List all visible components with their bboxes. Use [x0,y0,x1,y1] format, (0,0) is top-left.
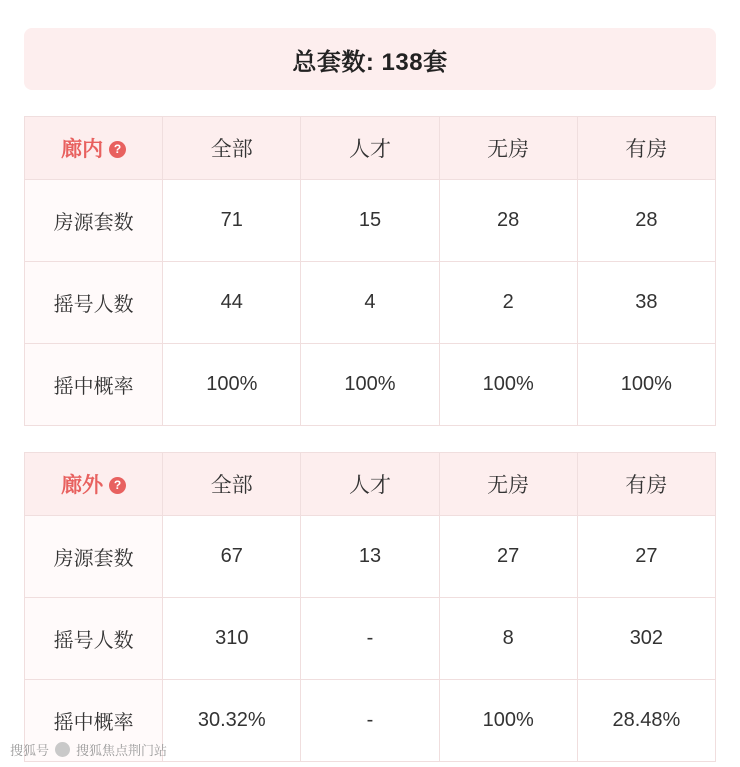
platform-label: 搜狐号 [10,743,50,758]
help-icon[interactable]: ? [109,477,126,494]
table-row [25,516,716,598]
corner-label: 廊内 [61,138,104,161]
cell-value-probability: 100% [163,344,301,426]
site-name-label: 搜狐焦点荆门站 [76,743,168,758]
cell-value: 44 [163,262,301,344]
row-header-applicants: 摇号人数 [25,598,163,680]
row-header-units: 房源套数 [25,516,163,598]
table-row [25,344,716,426]
table-body-outside [25,516,716,762]
table-row [25,262,716,344]
cell-value-probability: 100% [577,344,715,426]
cell-value: 13 [301,516,439,598]
table-body-inside [25,180,716,426]
cell-value: 27 [577,516,715,598]
cell-value: 28 [577,180,715,262]
table-header-inside [25,117,716,180]
table-row [25,117,716,180]
table-corner-inside [25,117,163,180]
cell-value-probability: 100% [301,344,439,426]
row-header-probability: 摇中概率 [25,680,163,762]
column-header-hashouse: 有房 [577,117,715,180]
cell-value: - [301,598,439,680]
cell-value-probability: 28.48% [577,680,715,762]
cell-value: 27 [439,516,577,598]
column-header-hashouse: 有房 [577,453,715,516]
cell-value: 302 [577,598,715,680]
cell-value: 67 [163,516,301,598]
table-corner-outside [25,453,163,516]
stats-table-inside [24,116,716,426]
column-header-all: 全部 [163,117,301,180]
cell-value-probability: 30.32% [163,680,301,762]
cell-value: 28 [439,180,577,262]
total-banner [24,28,716,90]
cell-value-probability: 100% [439,680,577,762]
table-row [25,180,716,262]
cell-value: 8 [439,598,577,680]
help-icon[interactable]: ? [109,141,126,158]
row-header-probability: 摇中概率 [25,344,163,426]
table-row [25,453,716,516]
stats-table-outside [24,452,716,762]
cell-value-probability: - [301,680,439,762]
column-header-nohouse: 无房 [439,117,577,180]
cell-value: 15 [301,180,439,262]
column-header-talent: 人才 [301,453,439,516]
cell-value: 310 [163,598,301,680]
column-header-all: 全部 [163,453,301,516]
avatar [55,742,70,757]
table-row [25,598,716,680]
column-header-nohouse: 无房 [439,453,577,516]
cell-value: 38 [577,262,715,344]
cell-value: 71 [163,180,301,262]
row-header-units: 房源套数 [25,180,163,262]
column-header-talent: 人才 [301,117,439,180]
cell-value-probability: 100% [439,344,577,426]
total-count-label: 总套数: 138套 [292,48,448,76]
cell-value: 2 [439,262,577,344]
corner-label: 廊外 [61,474,104,497]
footer-watermark [10,740,167,759]
table-header-outside [25,453,716,516]
cell-value: 4 [301,262,439,344]
row-header-applicants: 摇号人数 [25,262,163,344]
